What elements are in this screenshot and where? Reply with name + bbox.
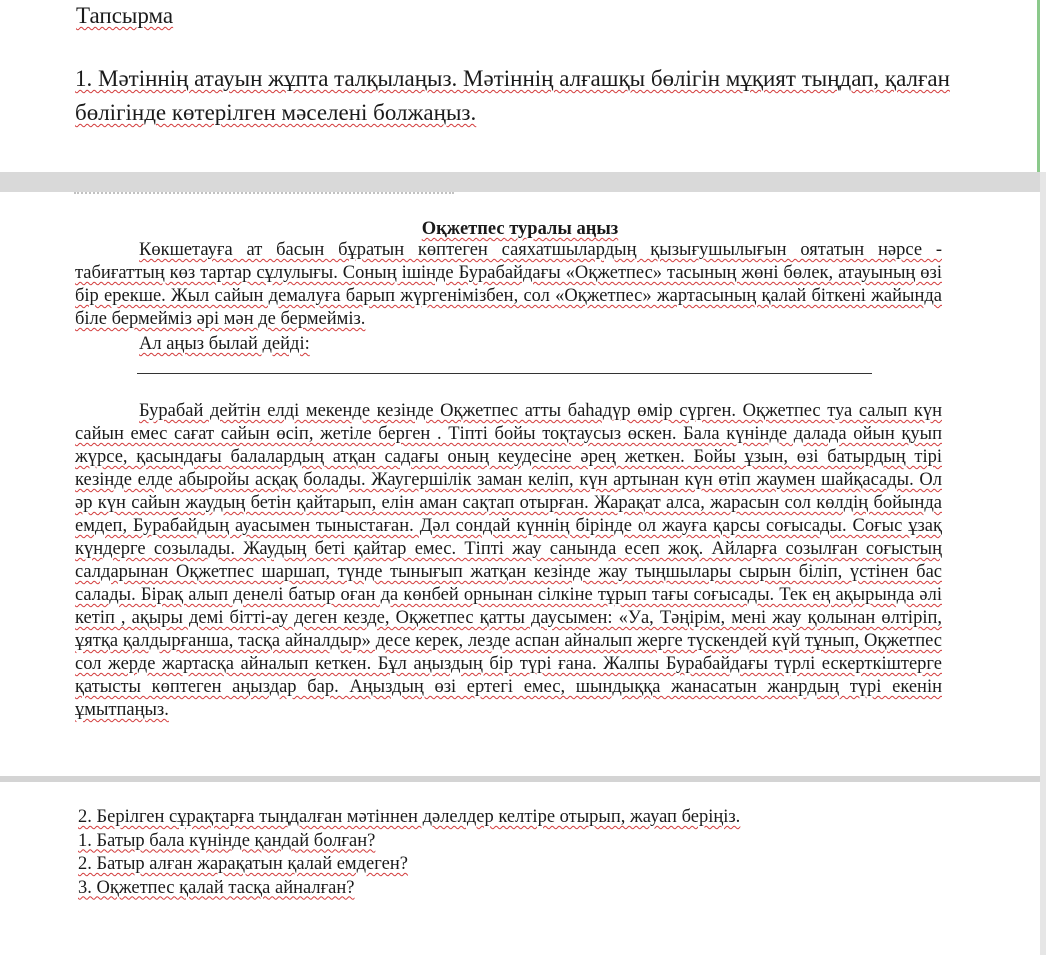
question-item: 3. Оқжетпес қалай тасқа айналған? [78, 877, 355, 898]
legend-page [0, 192, 1040, 776]
top-page [0, 0, 1040, 172]
horizontal-divider [137, 373, 872, 374]
questions-page [0, 782, 1040, 955]
task-1-text: 1. Мәтіннің атауын жұпта талқылаңыз. Мәтіннің алғашқы бөлігін мұқият тыңдап, қалған бөлігінде көтерілген мәселені болжаңыз. [75, 66, 950, 125]
scroll-margin [1040, 172, 1046, 955]
question-item: 2. Батыр алған жарақатын қалай емдеген? [78, 854, 408, 874]
legend-intro-paragraph: Көкшетауға ат басын бұратын көптеген саяхатшылардың қызығушылығын оятатын нәрсе - табиғаттың көз тартар сұлулығы. Соның ішінде Бурабайдағы «Оқжетпес» тасының жөні бөлек, атауының өзі бір ерекше. Жыл сайын демалуға барып жүргенімізбен, сол «Оқжетпес» жартасының қалай біткені жайында біле бермейміз әрі мән де бермейміз. [75, 240, 942, 329]
section-title: Тапсырма [76, 3, 174, 28]
legend-title-text: Оқжетпес туралы аңыз [421, 219, 619, 239]
cut-line [74, 192, 454, 197]
page-gap [0, 172, 1040, 192]
legend-story-paragraph: Бурабай дейтін елді мекенде кезінде Оқжетпес атты баһадүр өмір сүрген. Оқжетпес туа салып күн сайын емес сағат сайын өсіп, жетіле берген . Тіпті бойы тоқтаусыз өскен. Бала күнінде далада ойын қуып жүрсе, қасындағы балалардың атқан садағы оның кеудесіне әрең жеткен. Бойы ұзын, өзі батырдың тірі кезінде елде абыройы асқақ болады. Жаугершілік заман келіп, күн артынан күн өтіп жаумен шайқасады. Ол әр күн сайын жаудың бетін қайтарып, елін аман сақтап отырған. Жарақат алса, жарасын сол көлдің бойында емдеп, Бурабайдың ауасымен тыныстаған. Дәл сондай күннің бірінде ол жауға қарсы соғысады. Соғыс ұзақ күндерге созылады. Жаудың беті қайтар емес. Тіпті жау санында есеп жоқ. Айларға созылған соғыстың салдарынан Оқжетпес шаршап, түнде тынығып жатқан кезінде жау тыңшылары сырын біліп, үстінен бас салады. Бірақ алып денелі батыр оған да көнбей орнынан сілкіне тұрып тағы соғысады. Тек ең ақырында әлі кетіп , ақыры демі бітті-ау деген кезде, Оқжетпес қатты даусымен: «Уа, Тәңірім, мені жау қолынан өлтіріп, ұятқа қалдырғанша, тасқа айналдыр» десе керек, лезде аспан айналып жерге түскендей күй тұнып, Оқжетпес сол жерде жартасқа айналып кеткен. Бұл аңыздың бір түрі ғана. Жалпы Бурабайдағы түрлі ескерткіштерге қатысты көптеген аңыздар бар. Аңыздың өзі ертегі емес, шындыққа жанасатын жанрдың түрі екенін ұмытпаңыз. [75, 401, 942, 720]
questions-heading: 2. Берілген сұрақтарға тыңдалған мәтіннен дәлелдер келтіре отырып, жауап беріңіз. [78, 807, 741, 827]
legend-title [0, 219, 1040, 240]
question-item: 1. Батыр бала күнінде қандай болған? [78, 830, 376, 851]
legend-lead-line: Ал аңыз былай дейді: [139, 334, 310, 354]
questions-block [78, 806, 740, 900]
page-edge-highlight [1037, 0, 1040, 172]
